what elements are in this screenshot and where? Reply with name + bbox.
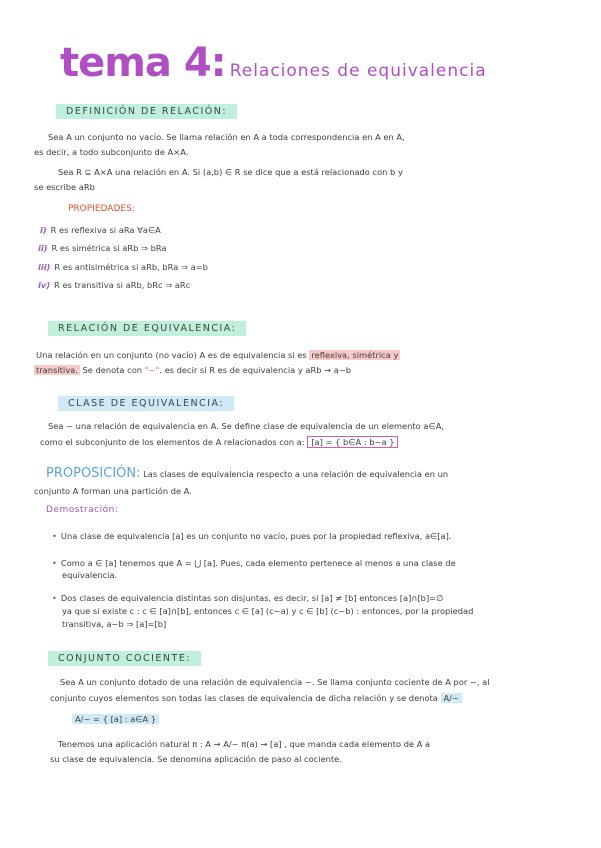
relacion-p1: Sea A un conjunto no vacío. Se llama relación en A a toda correspondencia en A en A, <box>48 132 405 142</box>
demostracion-label: Demostración: <box>46 505 119 515</box>
heading-clase: CLASE DE EQUIVALENCIA: <box>58 396 234 411</box>
proposicion-p2: conjunto A forman una partición de A. <box>34 486 192 496</box>
clase-p2: como el subconjunto de los elementos de A relacionados con a: [a] = { b∈A : b~a } <box>40 436 398 449</box>
title-sub: Relaciones de equivalencia <box>229 61 487 81</box>
demo-bullet-3-cont2: transitiva, a~b ⇒ [a]=[b] <box>62 619 167 629</box>
prop-item: ii) R es simétrica si aRb ⇒ bRa <box>38 243 167 253</box>
cociente-p1: Sea A un conjunto dotado de una relación de equivalencia ~. Se llama conjunto cociente de A por ~, al <box>60 677 490 687</box>
relacion-p3: Sea R ⊆ A×A una relación en A. Si (a,b) ∈ R se dice que a está relacionado con b y <box>58 167 403 177</box>
prop-item: iv) R es transitiva si aRb, bRc ⇒ aRc <box>38 280 191 290</box>
prop-item: i) R es reflexiva si aRa ∀a∈A <box>40 225 161 235</box>
cociente-formula: A/~ = { [a] : a∈A } <box>72 713 159 726</box>
equivalencia-p1: Una relación en un conjunto (no vacío) A es de equivalencia si es reflexiva, simétrica y <box>36 350 399 360</box>
relacion-p4: se escribe aRb <box>34 182 95 192</box>
relacion-p2: es decir, a todo subconjunto de A×A. <box>34 147 189 157</box>
heading-cociente: CONJUNTO COCIENTE: <box>48 651 201 666</box>
demo-bullet-1: • Una clase de equivalencia [a] es un conjunto no vacío, pues por la propiedad reflexiva, a∈[a]. <box>52 531 452 541</box>
prop-item: iii) R es antisimétrica si aRb, bRa ⇒ a=b <box>38 262 208 272</box>
proposicion-p1: PROPOSICIÓN: Las clases de equivalencia respecto a una relación de equivalencia en un <box>46 466 449 481</box>
heading-relacion: DEFINICIÓN DE RELACIÓN: <box>56 104 237 119</box>
heading-propiedades: PROPIEDADES: <box>68 204 135 214</box>
demo-bullet-2-cont: equivalencia. <box>62 570 118 580</box>
demo-bullet-3: • Dos clases de equivalencia distintas son disjuntas, es decir, si [a] ≠ [b] entonces [a]∩[b]=∅ <box>52 593 444 603</box>
cociente-p3: Tenemos una aplicación natural π : A → A/~ π(a) → [a] , que manda cada elemento de A a <box>58 739 431 749</box>
clase-p1: Sea ~ una relación de equivalencia en A. Se define clase de equivalencia de un elemento a∈A, <box>48 421 445 431</box>
cociente-p4: su clase de equivalencia. Se denomina aplicación de paso al cociente. <box>50 754 342 764</box>
demo-bullet-2: • Como a ∈ [a] tenemos que A = ⋃ [a]. Pues, cada elemento pertenece al menos a una clase de <box>52 558 456 568</box>
page-title <box>60 40 487 86</box>
title-main: tema 4: <box>60 40 226 86</box>
cociente-p2: conjunto cuyos elementos son todas las clases de equivalencia de dicha relación y se denota A/~ <box>50 692 462 705</box>
heading-equivalencia: RELACIÓN DE EQUIVALENCIA: <box>48 321 246 336</box>
demo-bullet-3-cont: ya que si existe c : c ∈ [a]∩[b], entonces c ∈ [a] (c~a) y c ∈ [b] (c~b) : entonces, por la propiedad <box>62 606 474 616</box>
equivalencia-p2: transitiva. Se denota con "~". es decir si R es de equivalencia y aRb → a~b <box>36 365 352 375</box>
